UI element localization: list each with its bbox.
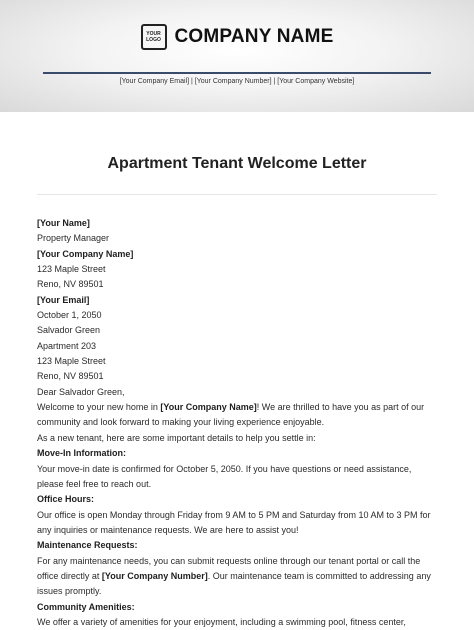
sender-street: 123 Maple Street: [37, 264, 106, 275]
company-name: COMPANY NAME: [174, 26, 334, 47]
maintenance-text-1: For any maintenance needs, you can submit requests online through our tenant portal or call the office directly at: [37, 555, 421, 581]
welcome-text-1: Welcome to your new home in: [37, 402, 161, 413]
sender-role: Property Manager: [37, 233, 110, 244]
sender-email: [Your Email]: [37, 294, 90, 305]
welcome-paragraph: [37, 400, 439, 431]
movein-heading: Move-In Information:: [37, 448, 126, 459]
maintenance-paragraph: [37, 554, 439, 600]
salutation: Dear Salvador Green,: [37, 386, 125, 397]
welcome-text-2: ! We are thrilled to have you as part of our community and look forward to making your living experience enjoyable.: [37, 402, 425, 428]
letterhead: [0, 0, 474, 112]
recipient-street: 123 Maple Street: [37, 356, 106, 367]
sender-name: [Your Name]: [37, 218, 90, 228]
welcome-company: [Your Company Name]: [160, 402, 257, 413]
logo-placeholder: [141, 24, 167, 50]
title-divider: [37, 194, 437, 195]
amenities-heading: Community Amenities:: [37, 601, 135, 612]
sender-city: Reno, NV 89501: [37, 279, 104, 290]
office-hours-paragraph: Our office is open Monday through Friday from 9 AM to 5 PM and Saturday from 10 AM to 3 PM for any inquiries or maintenance requests. We are here to assist you!: [37, 509, 431, 535]
logo-text-line1: YOUR: [146, 31, 161, 37]
sender-company: [Your Company Name]: [37, 248, 134, 259]
letter-date: October 1, 2050: [37, 310, 102, 321]
intro-paragraph: As a new tenant, here are some important details to help you settle in:: [37, 432, 316, 443]
logo-text-line2: LOGO: [146, 37, 161, 43]
brand: [0, 24, 474, 50]
maintenance-heading: Maintenance Requests:: [37, 540, 138, 551]
recipient-city: Reno, NV 89501: [37, 371, 104, 382]
recipient-apartment: Apartment 203: [37, 340, 97, 351]
amenities-paragraph: We offer a variety of amenities for your enjoyment, including a swimming pool, fitness center,: [37, 616, 406, 627]
contact-line: [Your Company Email] | [Your Company Number] | [Your Company Website]: [119, 78, 355, 85]
recipient-name: Salvador Green: [37, 325, 101, 336]
movein-paragraph: Your move-in date is confirmed for October 5, 2050. If you have questions or need assistance, please feel free to reach out.: [37, 463, 412, 489]
header-divider: [43, 72, 431, 74]
maintenance-company-number: [Your Company Number]: [101, 570, 208, 581]
office-hours-heading: Office Hours:: [37, 494, 95, 505]
letter-body: [37, 216, 439, 630]
maintenance-text-2: . Our maintenance team is committed to addressing any issues promptly.: [37, 570, 431, 597]
letter-title: Apartment Tenant Welcome Letter: [107, 155, 367, 172]
